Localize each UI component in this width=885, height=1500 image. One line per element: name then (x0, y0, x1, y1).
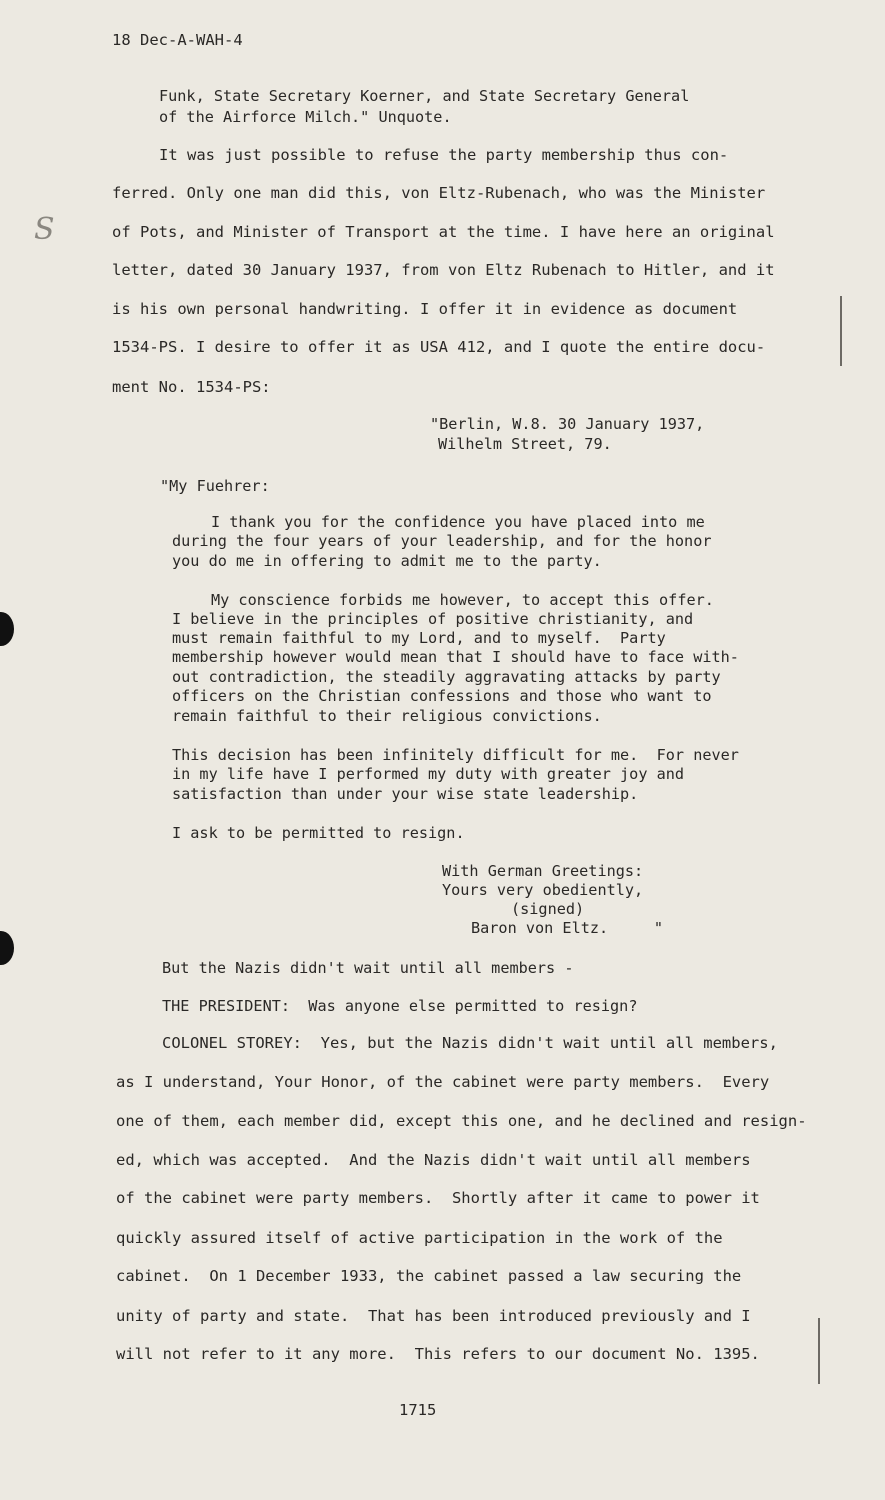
text-line: 1534-PS. I desire to offer it as USA 412, and I quote the entire docu- (112, 338, 766, 356)
margin-line-right-top (840, 296, 842, 366)
text-line: COLONEL STOREY: Yes, but the Nazis didn't wait until all members, (162, 1034, 778, 1052)
letter-line: out contradiction, the steadily aggravating attacks by party (172, 668, 721, 686)
letter-address-line: "Berlin, W.8. 30 January 1937, (430, 415, 705, 433)
margin-mark: S (34, 212, 55, 247)
text-line: ed, which was accepted. And the Nazis didn't wait until all members (116, 1151, 751, 1169)
text-line: Funk, State Secretary Koerner, and State Secretary General (159, 87, 690, 105)
letter-line: officers on the Christian confessions and those who want to (172, 687, 712, 705)
text-line: is his own personal handwriting. I offer it in evidence as document (112, 300, 738, 318)
text-line: letter, dated 30 January 1937, from von Eltz Rubenach to Hitler, and it (112, 261, 775, 279)
letter-line: My conscience forbids me however, to accept this offer. (211, 591, 714, 609)
text-line: cabinet. On 1 December 1933, the cabinet passed a law securing the (116, 1267, 742, 1285)
letter-address-line: Wilhelm Street, 79. (438, 435, 612, 453)
letter-line: satisfaction than under your wise state leadership. (172, 785, 639, 803)
text-line: of Pots, and Minister of Transport at the time. I have here an original (112, 223, 775, 241)
letter-line: I believe in the principles of positive christianity, and (172, 610, 694, 628)
letter-line: I thank you for the confidence you have placed into me (211, 513, 705, 531)
letter-line: you do me in offering to admit me to the party. (172, 552, 602, 570)
letter-line: must remain faithful to my Lord, and to myself. Party (172, 629, 666, 647)
text-line: of the Airforce Milch." Unquote. (159, 108, 452, 126)
letter-line: in my life have I performed my duty with greater joy and (172, 765, 685, 783)
text-line: will not refer to it any more. This refers to our document No. 1395. (116, 1345, 760, 1363)
text-line: of the cabinet were party members. Shortly after it came to power it (116, 1189, 760, 1207)
text-line: THE PRESIDENT: Was anyone else permitted to resign? (162, 997, 638, 1015)
margin-line-right-bottom (818, 1318, 820, 1384)
letter-closing-line: With German Greetings: (442, 862, 644, 880)
text-line: ferred. Only one man did this, von Eltz-Rubenach, who was the Minister (112, 184, 766, 202)
letter-closing-line: Baron von Eltz. " (471, 919, 664, 937)
letter-line: I ask to be permitted to resign. (172, 824, 465, 842)
letter-line: This decision has been infinitely difficult for me. For never (172, 746, 739, 764)
letter-salutation: "My Fuehrer: (160, 477, 270, 495)
text-line: unity of party and state. That has been introduced previously and I (116, 1307, 751, 1325)
letter-closing-line: Yours very obediently, (442, 881, 644, 899)
text-line: quickly assured itself of active participation in the work of the (116, 1229, 723, 1247)
letter-line: membership however would mean that I should have to face with- (172, 648, 739, 666)
letter-line: during the four years of your leadership, and for the honor (172, 532, 712, 550)
text-line: It was just possible to refuse the party membership thus con- (159, 146, 729, 164)
letter-line: remain faithful to their religious convictions. (172, 707, 602, 725)
text-line: as I understand, Your Honor, of the cabinet were party members. Every (116, 1073, 770, 1091)
text-line: one of them, each member did, except this one, and he declined and resign- (116, 1112, 807, 1130)
punch-hole-bottom (0, 931, 14, 965)
text-line: But the Nazis didn't wait until all members - (162, 959, 574, 977)
text-line: ment No. 1534-PS: (112, 378, 271, 396)
page-number: 1715 (399, 1401, 437, 1419)
letter-closing-line: (signed) (511, 900, 585, 918)
page-header-ref: 18 Dec-A-WAH-4 (112, 31, 243, 49)
punch-hole-top (0, 612, 14, 646)
